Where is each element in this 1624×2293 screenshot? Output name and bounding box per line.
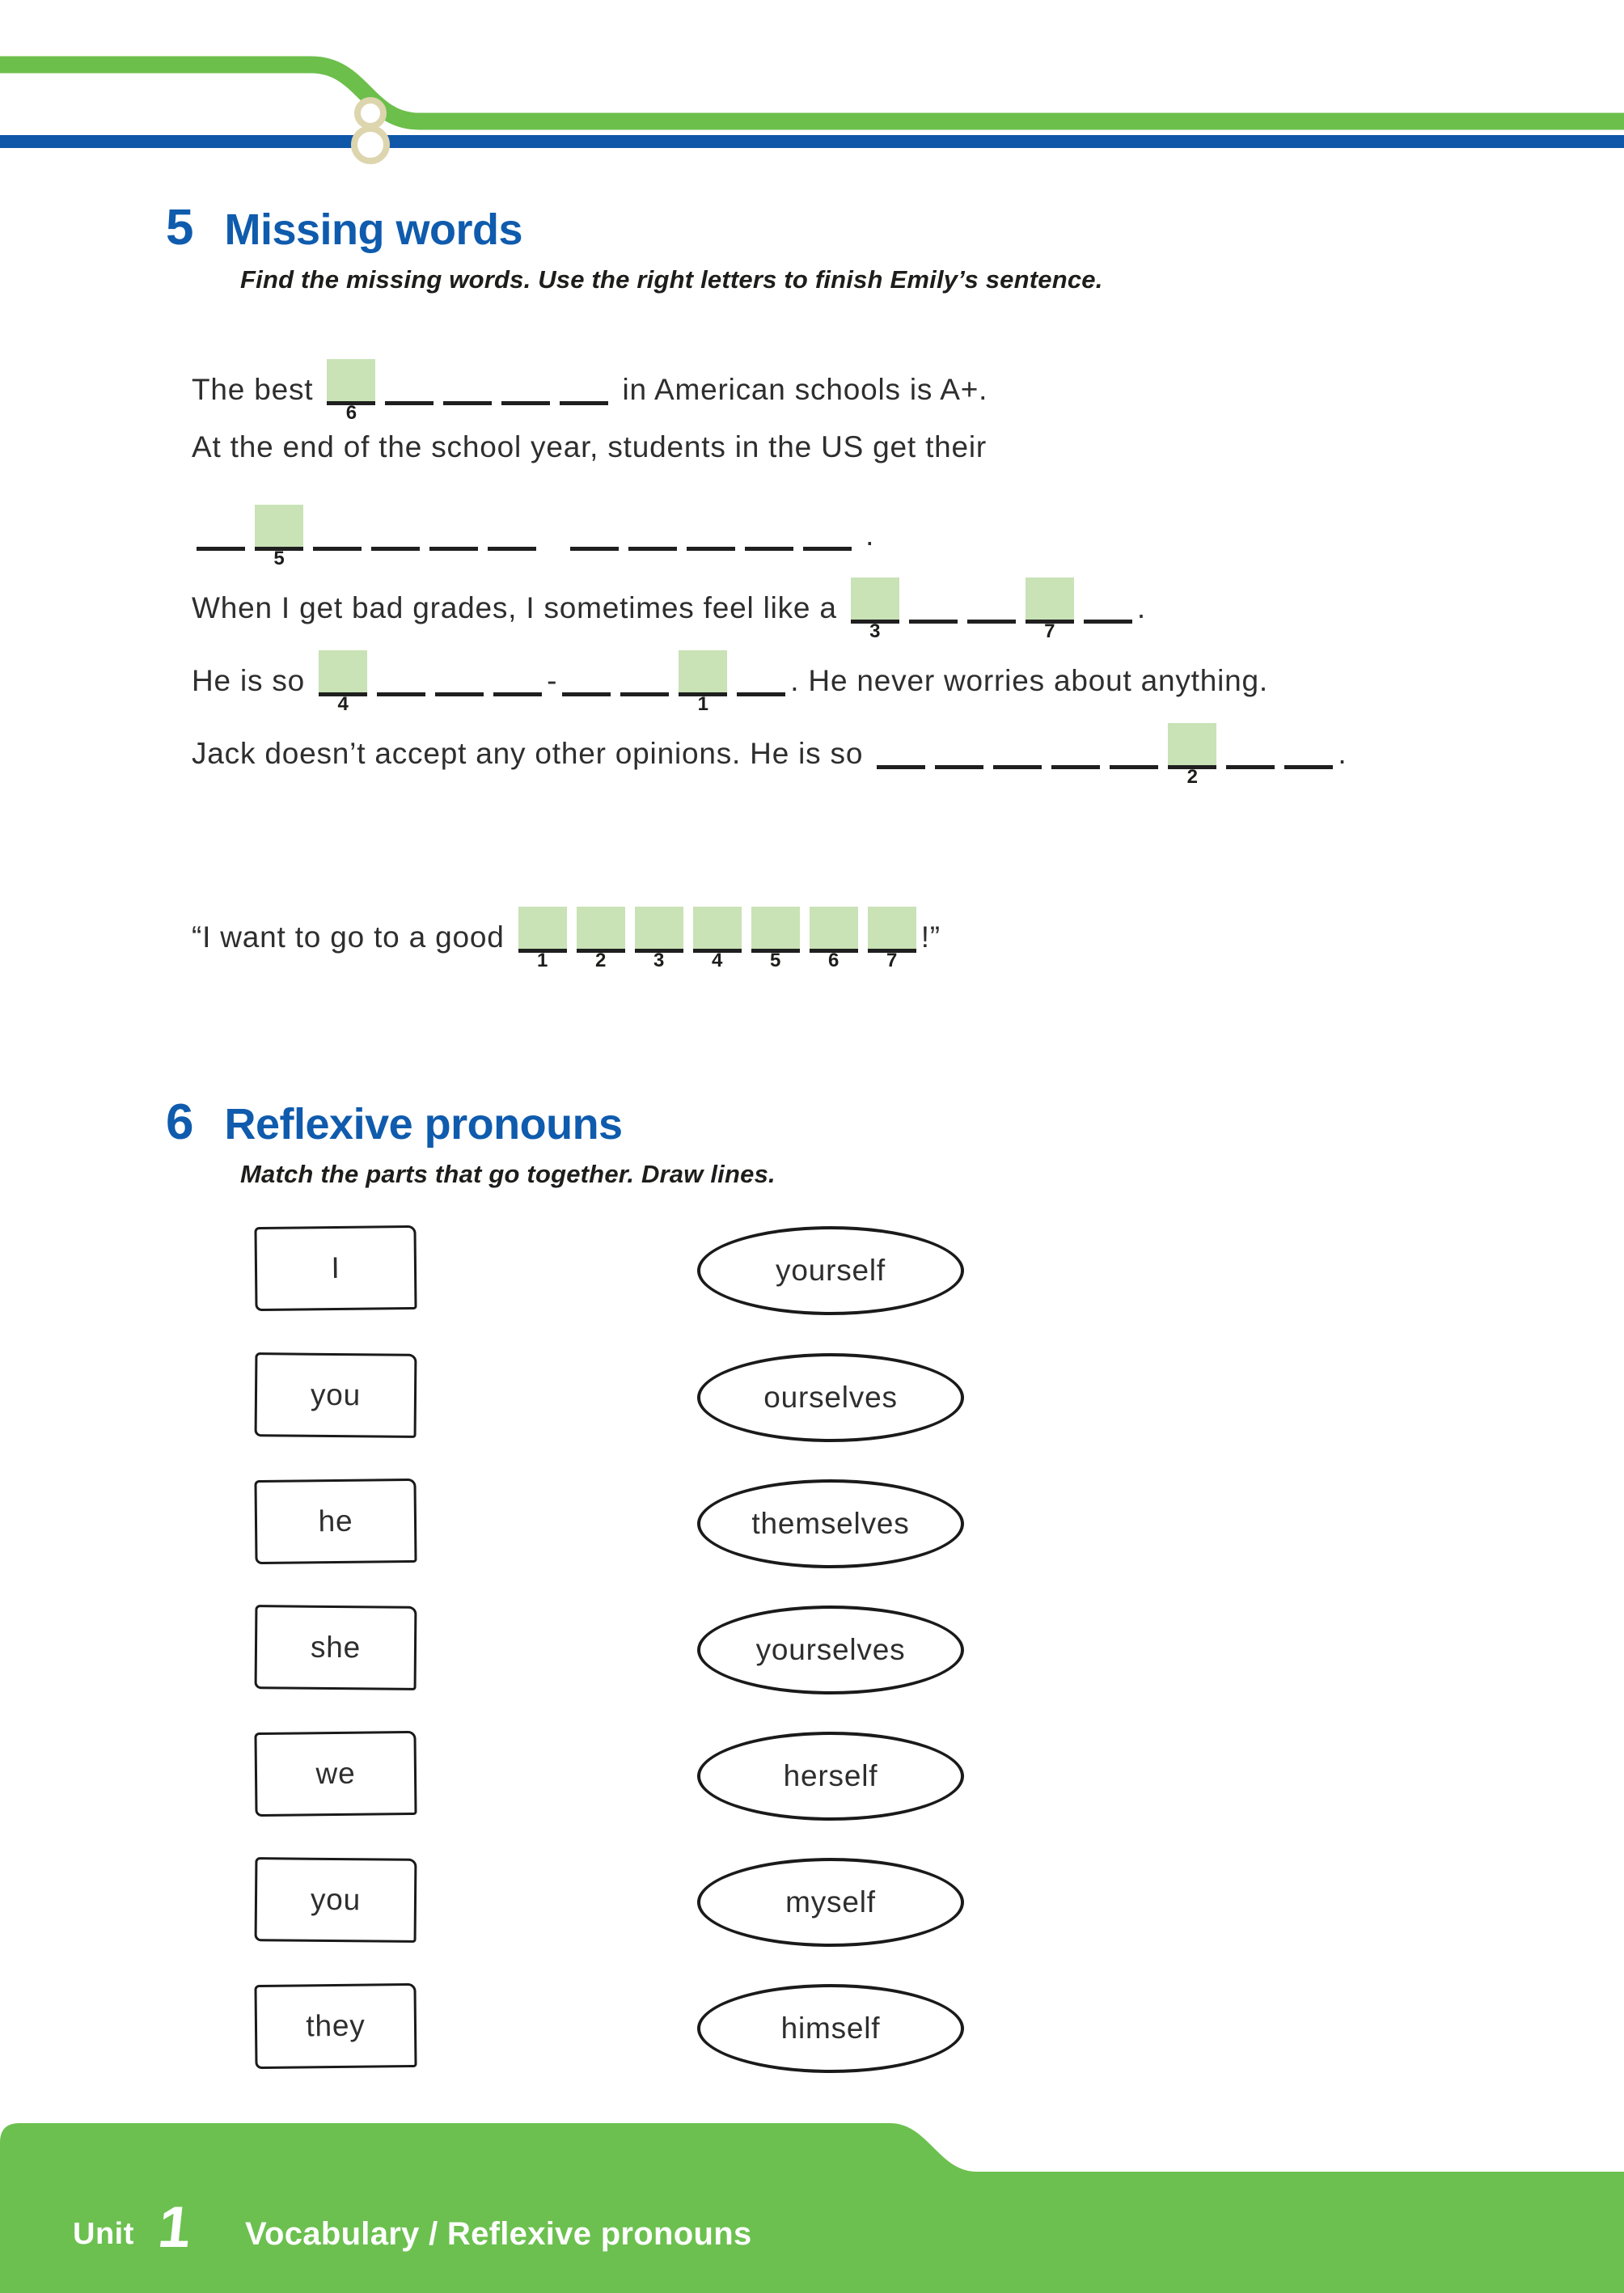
- section6-title: Reflexive pronouns: [224, 1100, 623, 1149]
- sentence-text: . He never worries about anything.: [790, 664, 1268, 697]
- answer-blank[interactable]: [620, 692, 669, 696]
- sentence-text: Jack doesn’t accept any other opinions. He is so: [192, 737, 873, 770]
- sentence-text: in American schools is A+.: [613, 373, 988, 406]
- sentence-line: [192, 505, 875, 569]
- answer-blank[interactable]: [935, 765, 983, 769]
- answer-box-number: 3: [869, 620, 881, 642]
- answer-blank[interactable]: [967, 620, 1016, 624]
- answer-blank[interactable]: [1226, 765, 1275, 769]
- numbered-answer-box[interactable]: [810, 907, 858, 971]
- header-decoration: [0, 0, 1624, 186]
- match-reflexive-ellipse[interactable]: themselves: [697, 1479, 964, 1568]
- answer-box-number: 3: [653, 950, 665, 971]
- answer-box-number: 6: [345, 402, 357, 424]
- numbered-answer-box[interactable]: [1026, 577, 1074, 642]
- answer-blank[interactable]: [371, 547, 420, 551]
- section5-number: 5: [166, 200, 194, 256]
- numbered-answer-box[interactable]: [851, 577, 899, 642]
- match-pronoun-box[interactable]: we: [254, 1731, 417, 1817]
- match-reflexive-ellipse[interactable]: ourselves: [697, 1353, 964, 1442]
- match-reflexive-ellipse[interactable]: herself: [697, 1732, 964, 1821]
- footer-green-shape: [0, 2123, 1624, 2293]
- answer-blank[interactable]: [570, 547, 619, 551]
- sentence-text: He is so: [192, 664, 315, 697]
- sentence-text: “I want to go to a good: [192, 920, 514, 954]
- sentence-text: -: [547, 664, 558, 697]
- sentence-text: .: [856, 518, 875, 552]
- section5-instruction: Find the missing words. Use the right letters to finish Emily’s sentence.: [240, 265, 1103, 294]
- match-reflexive-ellipse[interactable]: myself: [697, 1858, 964, 1947]
- numbered-answer-box[interactable]: [255, 505, 303, 569]
- match-reflexive-ellipse[interactable]: yourselves: [697, 1606, 964, 1694]
- numbered-answer-box[interactable]: [327, 359, 375, 424]
- section6-number: 6: [166, 1094, 194, 1150]
- sentence-line: [192, 359, 988, 424]
- numbered-answer-box[interactable]: [679, 650, 727, 715]
- answer-blank[interactable]: [488, 547, 536, 551]
- answer-blank[interactable]: [628, 547, 677, 551]
- match-pronoun-box[interactable]: I: [254, 1225, 417, 1311]
- answer-blank[interactable]: [737, 692, 785, 696]
- sentence-text: The best: [192, 373, 323, 406]
- footer-unit-label: Unit: [73, 2217, 134, 2251]
- answer-blank[interactable]: [1051, 765, 1100, 769]
- header-green-line: [0, 65, 1624, 121]
- answer-box-number: 4: [712, 950, 723, 971]
- answer-box-number: 7: [1044, 620, 1055, 642]
- answer-blank[interactable]: [429, 547, 478, 551]
- section6-header: [166, 1094, 623, 1151]
- sentence-line: [192, 650, 1268, 715]
- sentence-line: [192, 432, 987, 462]
- sentence-text: At the end of the school year, students in the US get their: [192, 430, 988, 463]
- answer-blank[interactable]: [1084, 620, 1132, 624]
- answer-box-number: 7: [886, 950, 898, 971]
- answer-blank[interactable]: [745, 547, 793, 551]
- answer-blank[interactable]: [909, 620, 958, 624]
- section5-title: Missing words: [224, 205, 523, 254]
- footer-decoration: [0, 2122, 1624, 2293]
- sentence-line: [192, 723, 1347, 788]
- answer-box-number: 5: [770, 950, 781, 971]
- answer-blank[interactable]: [435, 692, 484, 696]
- answer-box-number: 2: [1186, 766, 1198, 788]
- sentence-text: !”: [920, 920, 941, 954]
- answer-box-number: 1: [697, 693, 708, 715]
- answer-box-number: 4: [337, 693, 349, 715]
- answer-box-number: 6: [828, 950, 839, 971]
- answer-box-number: 2: [595, 950, 607, 971]
- numbered-answer-box[interactable]: [577, 907, 625, 971]
- numbered-answer-box[interactable]: [868, 907, 916, 971]
- answer-blank[interactable]: [877, 765, 925, 769]
- ornament-ring-bottom-icon: [354, 129, 387, 161]
- match-reflexive-ellipse[interactable]: yourself: [697, 1226, 964, 1315]
- header-blue-bar: [0, 135, 1624, 148]
- answer-blank[interactable]: [1110, 765, 1158, 769]
- numbered-answer-box[interactable]: [518, 907, 567, 971]
- ornament-ring-top-icon: [357, 100, 383, 126]
- section5-header: [166, 199, 522, 256]
- section6-instruction: Match the parts that go together. Draw lines.: [240, 1160, 776, 1188]
- answer-blank[interactable]: [313, 547, 362, 551]
- answer-blank[interactable]: [1284, 765, 1333, 769]
- numbered-answer-box[interactable]: [751, 907, 800, 971]
- numbered-answer-box[interactable]: [635, 907, 683, 971]
- answer-box-number: 5: [273, 548, 285, 569]
- answer-blank[interactable]: [687, 547, 735, 551]
- answer-blank[interactable]: [501, 401, 550, 405]
- sentence-text: .: [1136, 591, 1146, 624]
- match-reflexive-ellipse[interactable]: himself: [697, 1984, 964, 2073]
- footer-subtitle: Vocabulary / Reflexive pronouns: [245, 2216, 752, 2252]
- answer-blank[interactable]: [197, 547, 245, 551]
- match-pronoun-box[interactable]: they: [254, 1983, 417, 2069]
- numbered-answer-box[interactable]: [319, 650, 367, 715]
- answer-blank[interactable]: [377, 692, 425, 696]
- answer-blank[interactable]: [493, 692, 542, 696]
- numbered-answer-box[interactable]: [1168, 723, 1216, 788]
- answer-box-number: 1: [537, 950, 548, 971]
- answer-blank[interactable]: [993, 765, 1042, 769]
- sentence-line: [192, 577, 1146, 642]
- match-pronoun-box[interactable]: she: [255, 1605, 417, 1690]
- answer-blank[interactable]: [562, 692, 611, 696]
- sentence-text: When I get bad grades, I sometimes feel like a: [192, 591, 846, 624]
- footer-unit-number: 1: [154, 2195, 195, 2260]
- answer-blank[interactable]: [385, 401, 433, 405]
- answer-blank[interactable]: [443, 401, 492, 405]
- match-pronoun-box[interactable]: you: [255, 1857, 417, 1943]
- answer-blank[interactable]: [560, 401, 608, 405]
- numbered-answer-box[interactable]: [693, 907, 742, 971]
- match-pronoun-box[interactable]: you: [255, 1352, 417, 1438]
- sentence-line: [192, 907, 941, 971]
- sentence-text: .: [1338, 737, 1347, 770]
- answer-blank[interactable]: [803, 547, 852, 551]
- match-pronoun-box[interactable]: he: [254, 1479, 417, 1564]
